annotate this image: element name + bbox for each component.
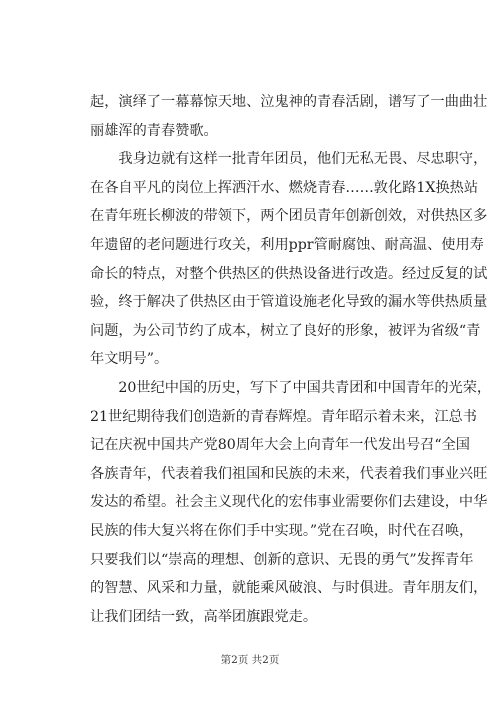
text-line: 丽雄浑的青春赞歌。 [90, 122, 218, 139]
text-line: 各族青年，代表着我们祖国和民族的未来，代表着我们事业兴旺 [90, 465, 488, 482]
text-line: 问题，为公司节约了成本，树立了良好的形象，被评为省级“青 [90, 322, 481, 339]
text-line: 20世纪中国的历史，写下了中国共青团和中国青年的光荣， [90, 379, 492, 396]
text-line: 让我们团结一致，高举团旗跟党走。 [90, 608, 318, 625]
text-line: 21世纪期待我们创造新的青春辉煌。青年昭示着未来，江总书 [90, 408, 477, 425]
text-line: 只要我们以“崇高的理想、创新的意识、无畏的勇气”发挥青年 [90, 551, 474, 568]
text-line: 我身边就有这样一批青年团员，他们无私无畏、尽忠职守， [90, 151, 488, 168]
text-line: 验，终于解决了供热区由于管道设施老化导致的漏水等供热质量 [90, 294, 488, 311]
text-line: 在各自平凡的岗位上挥洒汗水、燃烧青春……敦化路1X换热站 [90, 179, 479, 196]
text-line: 年文明号”。 [90, 351, 169, 368]
text-line: 发达的希望。社会主义现代化的宏伟事业需要你们去建设，中华 [90, 494, 488, 511]
text-line: 记在庆祝中国共产党80周年大会上向青年一代发出号召“全国 [90, 437, 470, 454]
page-number-footer: 第2页 共2页 [220, 654, 280, 666]
text-line: 在青年班长柳波的带领下，两个团员青年创新创效，对供热区多 [90, 208, 488, 225]
text-line: 民族的伟大复兴将在你们手中实现。”党在召唤，时代在召唤， [90, 522, 474, 539]
text-line: 年遗留的老问题进行攻关，利用ppr管耐腐蚀、耐高温、使用寿 [90, 236, 484, 253]
text-line: 命长的特点，对整个供热区的供热设备进行改造。经过反复的试 [90, 265, 488, 282]
text-line: 的智慧、风采和力量，就能乘风破浪、与时俱进。青年朋友们， [90, 580, 488, 597]
body-text [90, 88, 492, 631]
text-line: 起，演绎了一幕幕惊天地、泣鬼神的青春活剧，谱写了一曲曲壮 [90, 94, 488, 110]
